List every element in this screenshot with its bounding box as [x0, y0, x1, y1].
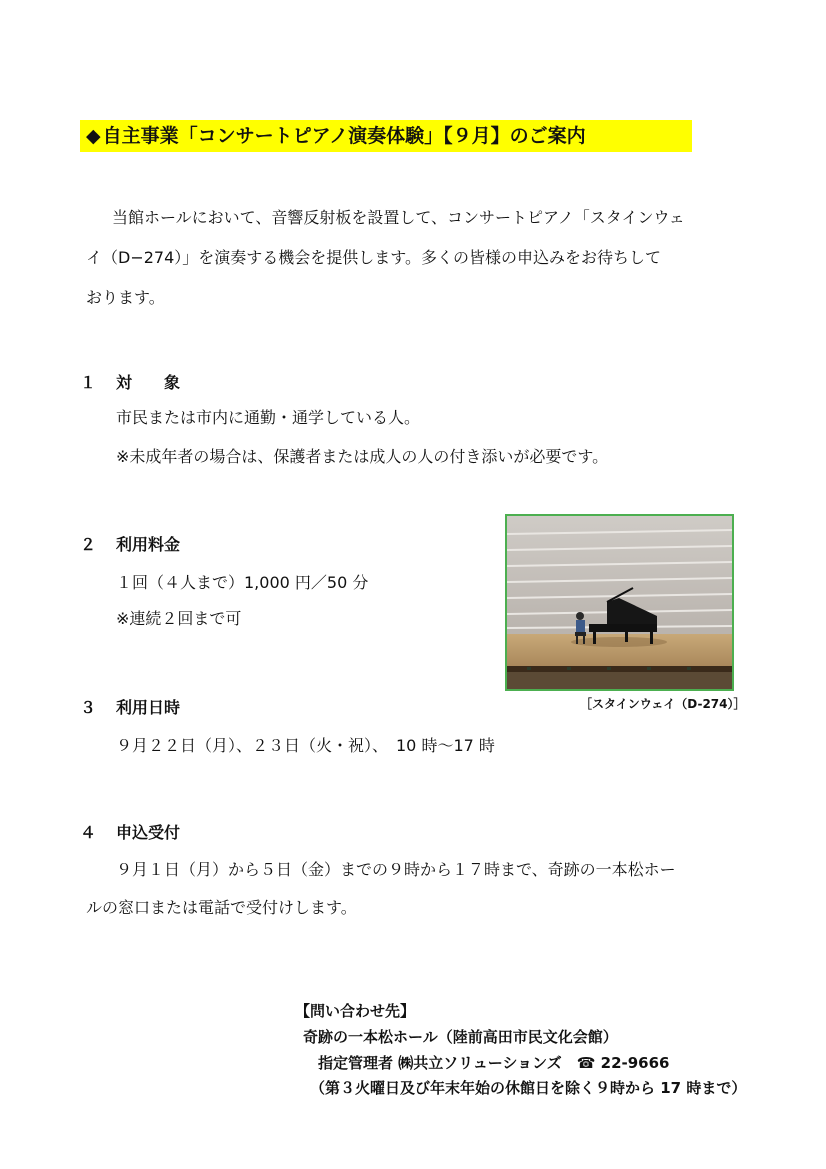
section-1-number: １ [80, 373, 97, 392]
concert-hall-image [507, 516, 732, 689]
contact-hours: （第３火曜日及び年末年始の休館日を除く９時から 17 時まで） [310, 1079, 747, 1097]
section-2-heading: 利用料金 [116, 535, 181, 554]
contact-heading: 【問い合わせ先】 [295, 1002, 416, 1020]
section-1-line-2: ※未成年者の場合は、保護者または成人の人の付き添いが必要です。 [116, 447, 609, 466]
section-4-line-1: ９月１日（月）から５日（金）までの９時から１７時まで、奇跡の一本松ホー [116, 860, 676, 879]
section-4-heading: 申込受付 [116, 823, 181, 842]
intro-line-1: 当館ホールにおいて、音響反射板を設置して、コンサートピアノ「スタインウェ [112, 208, 685, 227]
section-4-line-2: ルの窓口または電話で受付けします。 [86, 898, 357, 917]
section-2-line-2: ※連続２回まで可 [116, 609, 242, 628]
photo-caption: ［スタインウェイ（D-274）］ [580, 697, 746, 711]
section-1-heading: 対 象 [116, 373, 181, 392]
contact-venue: 奇跡の一本松ホール（陸前高田市民文化会館） [303, 1028, 618, 1046]
page-title [80, 120, 692, 152]
section-2-number: ２ [80, 535, 97, 554]
intro-line-3: おります。 [86, 288, 165, 307]
section-3-heading: 利用日時 [116, 698, 181, 717]
diamond-icon: ◆ [86, 125, 101, 147]
section-2-line-1: １回（４人まで）1,000 円／50 分 [116, 573, 369, 592]
section-4-number: ４ [80, 823, 97, 842]
intro-line-2: イ（D−274）」を演奏する機会を提供します。多くの皆様の申込みをお待ちして [86, 248, 661, 267]
section-3-line-1: ９月２２日（月）、２３日（火・祝）、 10 時〜17 時 [116, 736, 495, 755]
section-3-number: ３ [80, 698, 97, 717]
page-title-text: 自主事業「コンサートピアノ演奏体験」【９月】のご案内 [102, 125, 586, 147]
section-1-line-1: 市民または市内に通勤・通学している人。 [116, 408, 421, 427]
contact-manager: 指定管理者 ㈱共立ソリューションズ ☎ 22-9666 [318, 1054, 670, 1072]
piano-photo [505, 514, 734, 691]
